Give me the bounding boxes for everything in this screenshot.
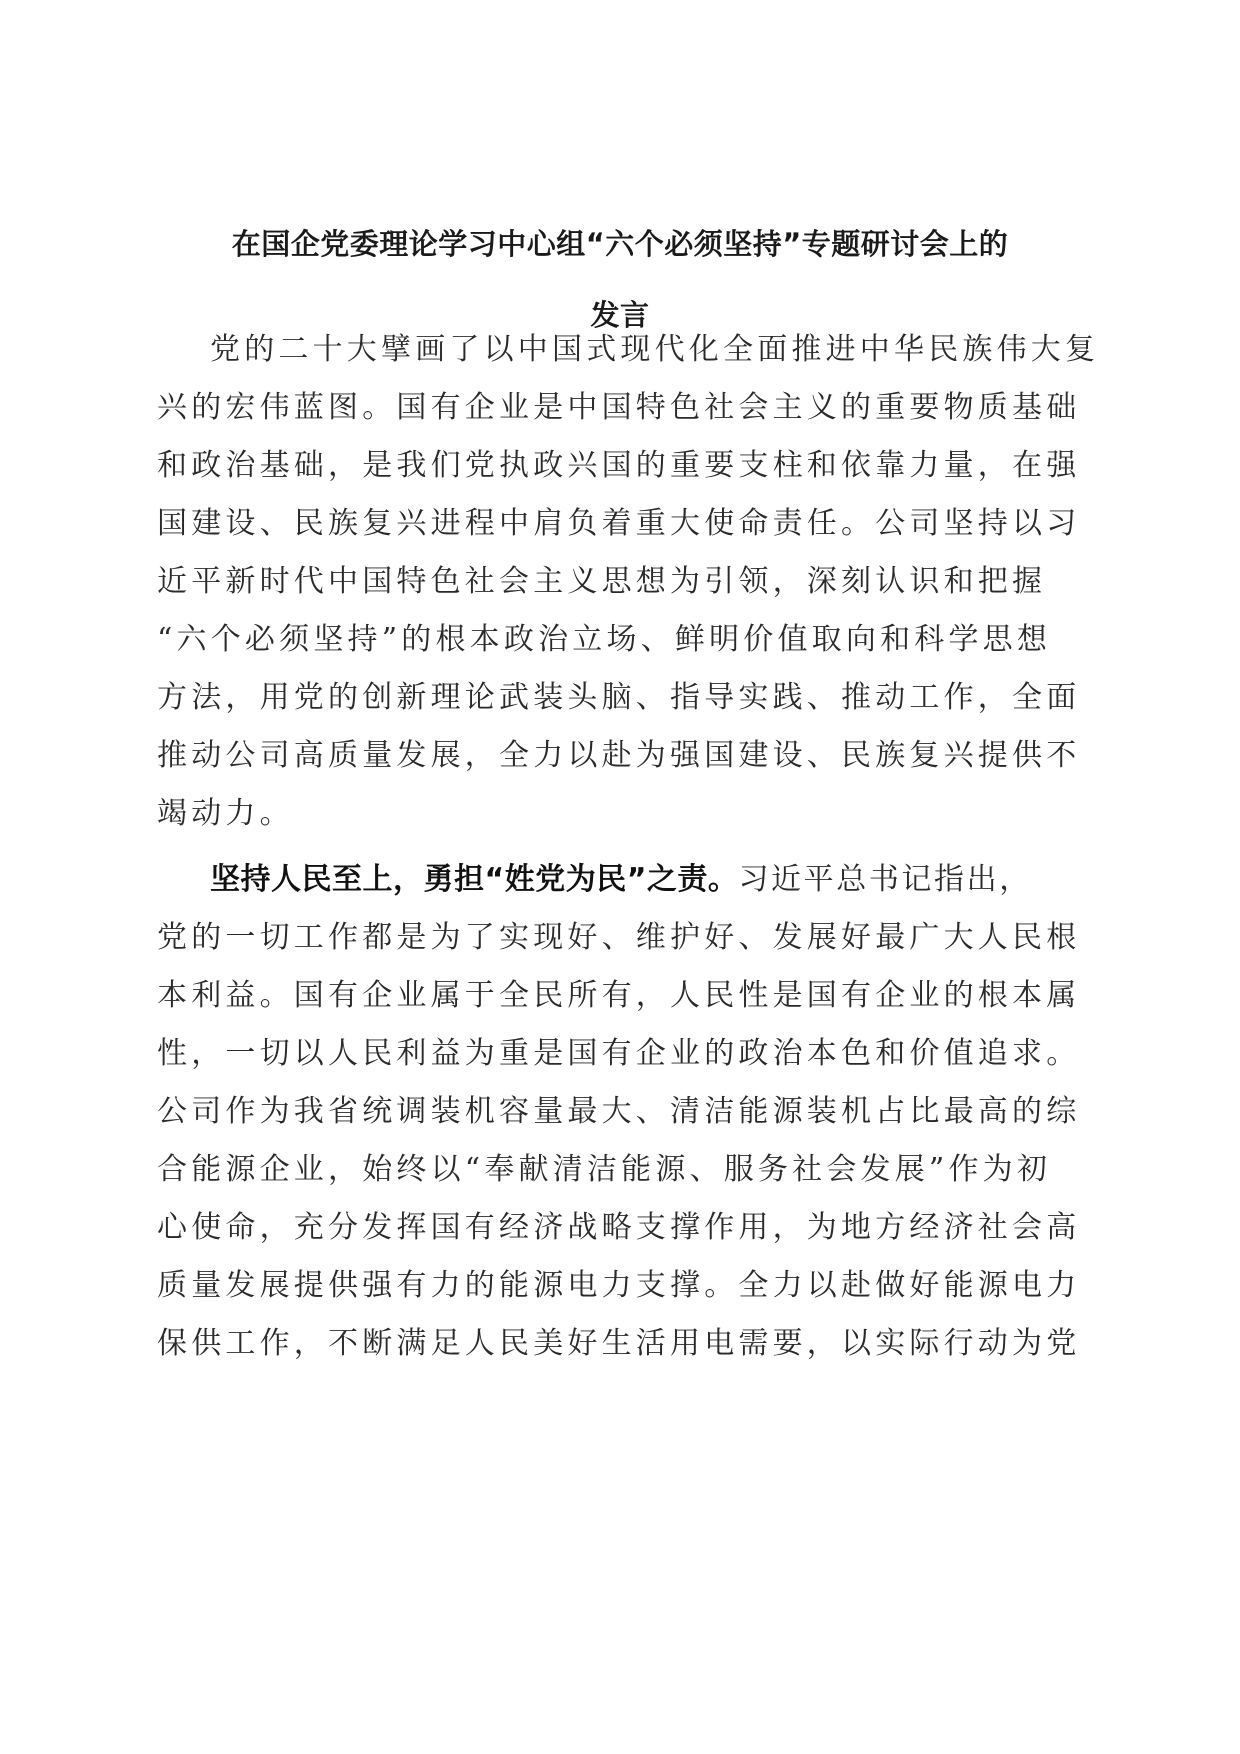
paragraph-2-heading: 坚持人民至上，勇担“姓党为民”之责。 — [210, 862, 739, 897]
paragraph-1-line: 推动公司高质量发展，全力以赴为强国建设、民族复兴提供不 — [157, 738, 1081, 773]
paragraph-2-line: 本利益。国有企业属于全民所有，人民性是国有企业的根本属 — [157, 978, 1081, 1013]
paragraph-2-line: 性，一切以人民利益为重是国有企业的政治本色和价值追求。 — [157, 1036, 1081, 1071]
paragraph-1-line: 党的二十大擘画了以中国式现代化全面推进中华民族伟大复 — [210, 332, 1100, 367]
paragraph-2-line: 质量发展提供强有力的能源电力支撑。全力以赴做好能源电力 — [157, 1268, 1081, 1303]
paragraph-1-line: 和政治基础，是我们党执政兴国的重要支柱和依靠力量，在强 — [157, 448, 1081, 483]
paragraph-1-line: 竭动力。 — [157, 796, 294, 831]
paragraph-2-first-line — [210, 860, 1087, 900]
paragraph-1-line: 近平新时代中国特色社会主义思想为引领，深刻认识和把握 — [157, 564, 1047, 599]
paragraph-2-line: 公司作为我省统调装机容量最大、清洁能源装机占比最高的综 — [157, 1094, 1081, 1129]
paragraph-2-first-line-text: 习近平总书记指出， — [738, 862, 1032, 897]
paragraph-1-line: 兴的宏伟蓝图。国有企业是中国特色社会主义的重要物质基础 — [157, 390, 1081, 425]
paragraph-2-line: 保供工作，不断满足人民美好生活用电需要，以实际行动为党 — [157, 1326, 1081, 1361]
document-title-line-1: 在国企党委理论学习中心组“六个必须坚持”专题研讨会上的 — [231, 227, 1009, 261]
paragraph-2-line: 合能源企业，始终以“奉献清洁能源、服务社会发展”作为初 — [157, 1152, 1052, 1187]
paragraph-2-line: 党的一切工作都是为了实现好、维护好、发展好最广大人民根 — [157, 920, 1081, 955]
paragraph-1-line: 国建设、民族复兴进程中肩负着重大使命责任。公司坚持以习 — [157, 506, 1081, 541]
paragraph-1-line: 方法，用党的创新理论武装头脑、指导实践、推动工作，全面 — [157, 680, 1081, 715]
document-title-line-2: 发言 — [590, 298, 650, 332]
paragraph-2-line: 心使命，充分发挥国有经济战略支撑作用，为地方经济社会高 — [157, 1210, 1081, 1245]
paragraph-1-line: “六个必须坚持”的根本政治立场、鲜明价值取向和科学思想 — [157, 622, 1052, 657]
